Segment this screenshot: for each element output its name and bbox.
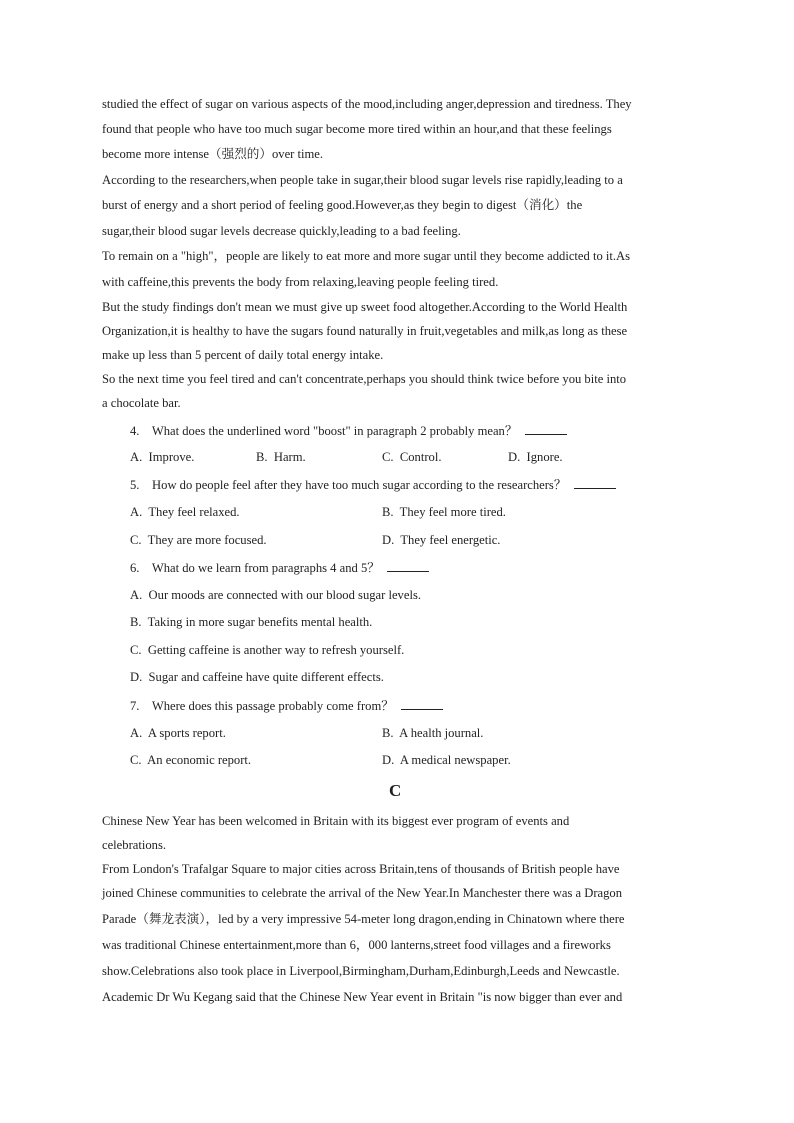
option-letter: C. — [130, 753, 142, 767]
option-a[interactable] — [130, 587, 421, 603]
question-text: What do we learn from paragraphs 4 and 5？ — [151, 561, 380, 575]
option-text: They feel relaxed. — [148, 505, 240, 519]
option-text: A sports report. — [147, 726, 226, 740]
option-letter: D. — [382, 753, 395, 767]
option-b[interactable] — [130, 614, 372, 630]
passage-line: show.Celebrations also took place in Liverpool,Birmingham,Durham,Edinburgh,Leeds and Newcastle. — [102, 964, 620, 978]
passage-line: burst of energy and a short period of feeling good.However,as they begin to digest（消化）the — [102, 198, 583, 212]
passage-line: So the next time you feel tired and can't concentrate,perhaps you should think twice before you bite into — [102, 372, 627, 386]
option-c[interactable] — [130, 532, 267, 548]
option-d[interactable] — [382, 752, 511, 768]
passage-line: Chinese New Year has been welcomed in Britain with its biggest ever program of events and — [102, 814, 570, 828]
option-letter: D. — [130, 670, 143, 684]
passage-line: joined Chinese communities to celebrate the arrival of the New Year.In Manchester there was a Dragon — [102, 886, 623, 900]
option-text: They feel more tired. — [399, 505, 506, 519]
answer-blank[interactable] — [574, 476, 616, 489]
passage-line: found that people who have too much sugar become more tired within an hour,and that these feelings — [102, 122, 612, 136]
option-text: They feel energetic. — [400, 533, 501, 547]
option-d[interactable] — [382, 532, 500, 548]
question-number: 6. — [130, 561, 140, 575]
option-letter: B. — [382, 505, 394, 519]
option-a[interactable] — [130, 449, 194, 465]
option-text: A health journal. — [399, 726, 484, 740]
passage-line: become more intense（强烈的）over time. — [102, 147, 324, 161]
option-text: An economic report. — [147, 753, 252, 767]
option-letter: A. — [130, 505, 143, 519]
passage-line: Organization,it is healthy to have the sugars found naturally in fruit,vegetables and milk,as long as these — [102, 324, 628, 338]
question-text: What does the underlined word "boost" in paragraph 2 probably mean？ — [151, 424, 518, 438]
passage-line: with caffeine,this prevents the body from relaxing,leaving people feeling tired. — [102, 275, 499, 289]
option-b[interactable] — [382, 725, 483, 741]
option-text: Ignore. — [526, 450, 563, 464]
passage-line: make up less than 5 percent of daily total energy intake. — [102, 348, 384, 362]
question-6 — [130, 559, 429, 576]
option-text: They are more focused. — [147, 533, 267, 547]
question-4 — [130, 422, 567, 439]
passage-line: celebrations. — [102, 838, 166, 852]
option-a[interactable] — [130, 504, 240, 520]
option-text: Harm. — [273, 450, 306, 464]
passage-line: Academic Dr Wu Kegang said that the Chinese New Year event in Britain "is now bigger than ever and — [102, 990, 623, 1004]
passage-line: was traditional Chinese entertainment,more than 6，000 lanterns,street food villages and a fireworks — [102, 938, 611, 952]
option-c[interactable] — [130, 752, 251, 768]
passage-line: sugar,their blood sugar levels decrease quickly,leading to a bad feeling. — [102, 224, 461, 238]
question-7 — [130, 697, 443, 714]
passage-line: From London's Trafalgar Square to major cities across Britain,tens of thousands of British people have — [102, 862, 620, 876]
option-letter: C. — [382, 450, 394, 464]
option-text: Taking in more sugar benefits mental health. — [147, 615, 373, 629]
passage-line: To remain on a "high"，people are likely to eat more and more sugar until they become addicted to it.As — [102, 249, 631, 263]
option-d[interactable] — [508, 449, 563, 465]
option-c[interactable] — [130, 642, 404, 658]
option-letter: A. — [130, 588, 143, 602]
option-a[interactable] — [130, 725, 226, 741]
answer-blank[interactable] — [401, 697, 443, 710]
passage-line: According to the researchers,when people take in sugar,their blood sugar levels rise rapidly,leading to a — [102, 173, 623, 187]
option-d[interactable] — [130, 669, 384, 685]
answer-blank[interactable] — [525, 422, 567, 435]
option-letter: D. — [382, 533, 395, 547]
option-letter: A. — [130, 450, 143, 464]
question-text: How do people feel after they have too much sugar according to the researchers？ — [152, 478, 567, 492]
question-number: 5. — [130, 478, 140, 492]
passage-line: But the study findings don't mean we must give up sweet food altogether.According to the World Health — [102, 300, 628, 314]
option-letter: C. — [130, 533, 142, 547]
option-text: Control. — [399, 450, 442, 464]
passage-line: Parade（舞龙表演），led by a very impressive 54-meter long dragon,ending in Chinatown where there — [102, 912, 625, 926]
option-text: Improve. — [148, 450, 195, 464]
option-letter: C. — [130, 643, 142, 657]
option-text: Sugar and caffeine have quite different effects. — [148, 670, 384, 684]
option-text: Our moods are connected with our blood sugar levels. — [148, 588, 421, 602]
passage-line: a chocolate bar. — [102, 396, 181, 410]
option-c[interactable] — [382, 449, 442, 465]
question-5 — [130, 476, 616, 493]
question-number: 4. — [130, 424, 140, 438]
option-letter: B. — [130, 615, 142, 629]
passage-line: studied the effect of sugar on various aspects of the mood,including anger,depression and tiredness. They — [102, 97, 632, 111]
answer-blank[interactable] — [387, 559, 429, 572]
option-text: Getting caffeine is another way to refresh yourself. — [147, 643, 405, 657]
option-letter: B. — [256, 450, 268, 464]
option-letter: D. — [508, 450, 521, 464]
section-heading: C — [389, 781, 402, 800]
option-b[interactable] — [256, 449, 306, 465]
question-text: Where does this passage probably come from？ — [151, 699, 394, 713]
option-letter: A. — [130, 726, 143, 740]
question-number: 7. — [130, 699, 140, 713]
option-b[interactable] — [382, 504, 506, 520]
option-letter: B. — [382, 726, 394, 740]
option-text: A medical newspaper. — [399, 753, 511, 767]
